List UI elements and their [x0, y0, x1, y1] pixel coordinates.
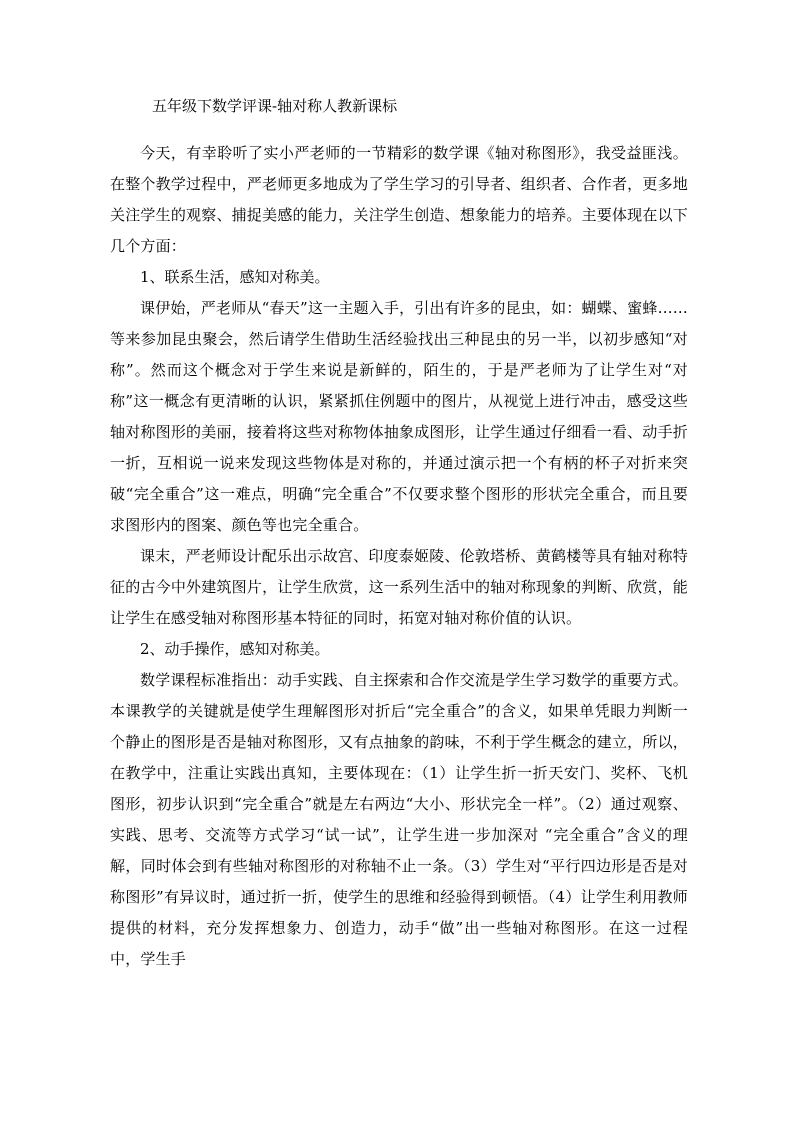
document-page — [110, 92, 688, 975]
paragraph-intro: 今天，有幸聆听了实小严老师的一节精彩的数学课《轴对称图形》，我受益匪浅。在整个教学过程中，严老师更多地成为了学生学习的引导者、组织者、合作者，更多地关注学生的观察、捕捉美感的能力，关注学生创造、想象能力的培养。主要体现在以下几个方面： — [110, 144, 688, 255]
section-heading-1: 1、联系生活，感知对称美。 — [140, 268, 330, 286]
paragraph-lesson-end: 课末，严老师设计配乐出示故宫、印度泰姬陵、伦敦塔桥、黄鹤楼等具有轴对称特征的古今中外建筑图片，让学生欣赏，这一系列生活中的轴对称现象的判断、欣赏，能让学生在感受轴对称图形基本特征的同时，拓宽对轴对称价值的认识。 — [110, 547, 688, 627]
paragraph-hands-on: 数学课程标准指出：动手实践、自主探索和合作交流是学生学习数学的重要方式。本课教学的关键就是使学生理解图形对折后“完全重合”的含义，如果单凭眼力判断一个静止的图形是否是轴对称图形，又有点抽象的韵味，不利于学生概念的建立，所以，在教学中，注重让实践出真知，主要体现在：（1）让学生折一折天安门、奖杯、飞机图形，初步认识到“完全重合”就是左右两边“大小、形状完全一样”。（2）通过观察、实践、思考、交流等方式学习“试一试”，让学生进一步加深对 “完全重合”含义的理解，同时体会到有些轴对称图形的对称轴不止一条。（3）学生对“平行四边形是否是对称图形”有异议时，通过折一折，使学生的思维和经验得到顿悟。（4）让学生利用教师提供的材料，充分发挥想象力、创造力，动手“做”出一些轴对称图形。在这一过程中，学生手 — [110, 671, 688, 968]
section-heading-2: 2、动手操作，感知对称美。 — [140, 640, 330, 658]
paragraph-lesson-start: 课伊始，严老师从“春天”这一主题入手，引出有许多的昆虫，如：蝴蝶、蜜蜂……等来参加昆虫聚会，然后请学生借助生活经验找出三种昆虫的另一半，以初步感知“对称”。然而这个概念对于学生来说是新鲜的，陌生的，于是严老师为了让学生对“对称”这一概念有更清晰的认识，紧紧抓住例题中的图片，从视觉上进行冲击，感受这些轴对称图形的美丽，接着将这些对称物体抽象成图形，让学生通过仔细看一看、动手折一折，互相说一说来发现这些物体是对称的，并通过演示把一个有柄的杯子对折来突破“完全重合”这一难点，明确“完全重合”不仅要求整个图形的形状完全重合，而且要求图形内的图案、颜色等也完全重合。 — [110, 299, 688, 534]
document-title: 五年级下数学评课-轴对称人教新课标 — [152, 97, 398, 115]
